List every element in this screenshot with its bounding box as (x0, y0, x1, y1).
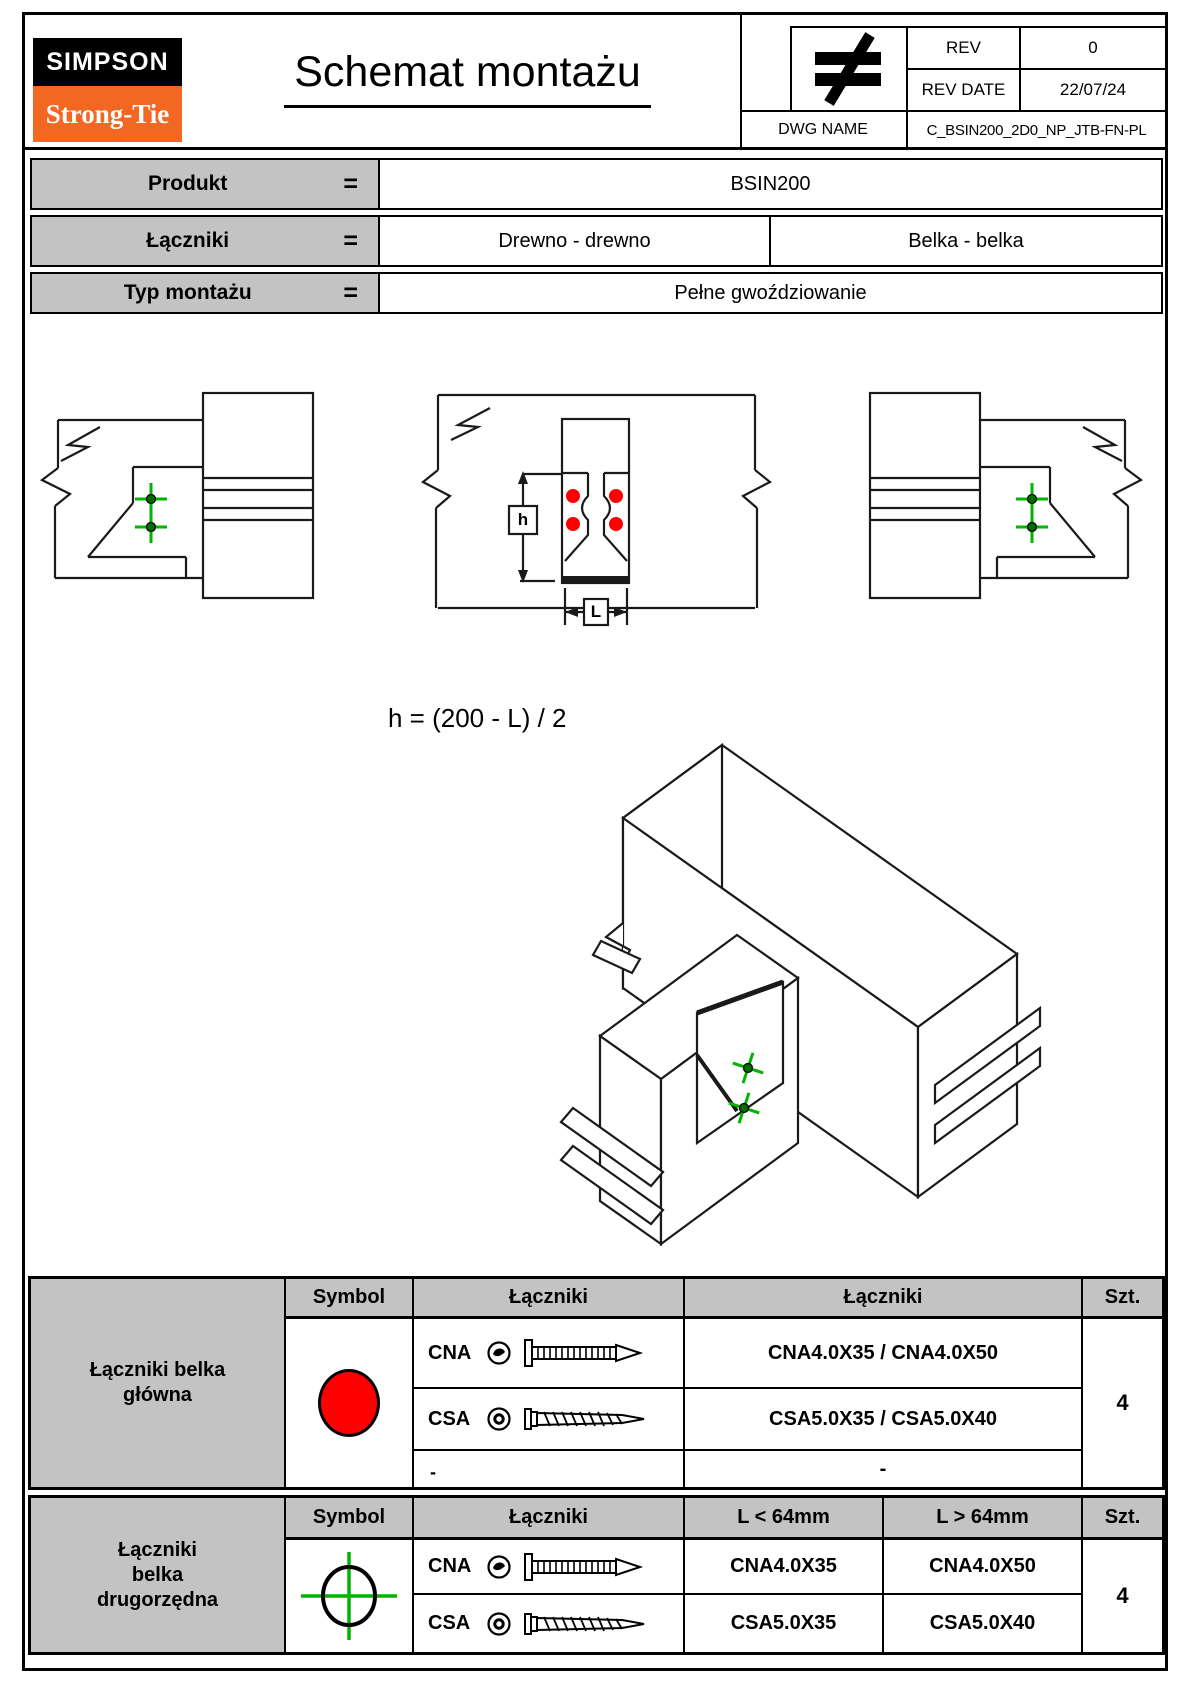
main-beam-label: Łączniki belka główna (89, 1359, 226, 1406)
break-mark (451, 408, 490, 440)
rev-date-value: 22/07/24 (1019, 68, 1167, 112)
nail-icon (522, 1550, 650, 1584)
symbol-cell (286, 1540, 414, 1652)
nail-icon (522, 1336, 650, 1370)
secondary-fastener-marker (1016, 483, 1048, 543)
equals-sign: = (343, 278, 358, 307)
csa-models: CSA5.0X35 / CSA5.0X40 (685, 1389, 1083, 1451)
symbol-cell (286, 1319, 414, 1487)
qty-cell: 4 (1083, 1540, 1162, 1652)
info-label-typ-montazu (30, 272, 380, 314)
info-label-laczniki (30, 215, 380, 267)
col-header-l-lt-64: L < 64mm (685, 1498, 884, 1540)
simpson-logo: SIMPSON (33, 38, 182, 86)
cna-code: CNA (428, 1555, 472, 1577)
col-header-symbol: Symbol (286, 1498, 414, 1540)
info-value-connection: Belka - belka (769, 215, 1163, 267)
cna-head-icon (486, 1340, 512, 1366)
cna-head-icon (486, 1554, 512, 1580)
isometric-view (561, 745, 1040, 1244)
cna-long: CNA4.0X50 (884, 1540, 1083, 1595)
not-equal-projection-icon (799, 29, 899, 109)
fastener-cna-cell (414, 1540, 685, 1595)
rev-date-label: REV DATE (906, 68, 1021, 112)
crosshair-symbol-icon (294, 1544, 404, 1648)
table-row-label (31, 1279, 286, 1487)
info-label-produkt (30, 158, 380, 210)
col-header-symbol: Symbol (286, 1279, 414, 1319)
fastener-cna-cell (414, 1319, 685, 1389)
csa-short: CSA5.0X35 (685, 1595, 884, 1652)
col-header-fastener: Łączniki (414, 1279, 685, 1319)
red-circle-symbol-icon (318, 1369, 380, 1437)
empty-models: - (685, 1451, 1083, 1487)
info-value-typ-montazu: Pełne gwoździowanie (378, 272, 1163, 314)
csa-head-icon (486, 1611, 512, 1637)
col-header-qty: Szt. (1083, 1498, 1162, 1540)
cna-code: CNA (428, 1341, 472, 1364)
main-beam-fastener-table (28, 1276, 1165, 1490)
dim-h-label: h (517, 510, 529, 529)
page-title: Schemat montażu (284, 48, 651, 108)
fastener-csa-cell (414, 1595, 685, 1652)
cna-short: CNA4.0X35 (685, 1540, 884, 1595)
break-mark (1083, 427, 1122, 461)
col-header-l-gt-64: L > 64mm (884, 1498, 1083, 1540)
assembly-drawing (25, 313, 1165, 1278)
left-side-view (42, 393, 313, 598)
table-row-label (31, 1498, 286, 1652)
equals-sign: = (343, 226, 358, 255)
col-header-qty: Szt. (1083, 1279, 1162, 1319)
csa-head-icon (486, 1406, 512, 1432)
front-view (423, 395, 770, 625)
fastener-csa-cell (414, 1389, 685, 1451)
info-value-material: Drewno - drewno (378, 215, 771, 267)
dwg-name-value: C_BSIN200_2D0_NP_JTB-FN-PL (906, 110, 1167, 150)
secondary-beam-fastener-table (28, 1495, 1165, 1655)
csa-long: CSA5.0X40 (884, 1595, 1083, 1652)
height-formula: h = (200 - L) / 2 (388, 703, 567, 733)
produkt-label: Produkt (148, 172, 228, 195)
screw-icon (522, 1607, 654, 1641)
cna-models: CNA4.0X35 / CNA4.0X50 (685, 1319, 1083, 1389)
dwg-name-label: DWG NAME (740, 110, 908, 150)
equals-sign: = (343, 169, 358, 198)
laczniki-label: Łączniki (146, 229, 230, 252)
strongtie-logo: Strong-Tie (33, 86, 182, 142)
typ-montazu-label: Typ montażu (123, 281, 252, 304)
dim-l-label: L (590, 602, 602, 621)
rev-value: 0 (1019, 26, 1167, 70)
secondary-beam-label: Łączniki belka drugorzędna (96, 1538, 219, 1611)
col-header-fastener: Łączniki (414, 1498, 685, 1540)
csa-code: CSA (428, 1407, 471, 1430)
right-side-view (870, 393, 1141, 598)
projection-symbol-box (790, 26, 908, 112)
fastener-empty-cell: - (414, 1451, 685, 1487)
qty-cell: 4 (1083, 1319, 1162, 1487)
csa-code: CSA (428, 1612, 471, 1634)
secondary-fastener-marker (135, 483, 167, 543)
screw-icon (522, 1402, 654, 1436)
col-header-models: Łączniki (685, 1279, 1083, 1319)
break-mark (61, 427, 100, 461)
info-value-produkt: BSIN200 (378, 158, 1163, 210)
page-title-wrap (195, 48, 740, 128)
rev-label: REV (906, 26, 1021, 70)
